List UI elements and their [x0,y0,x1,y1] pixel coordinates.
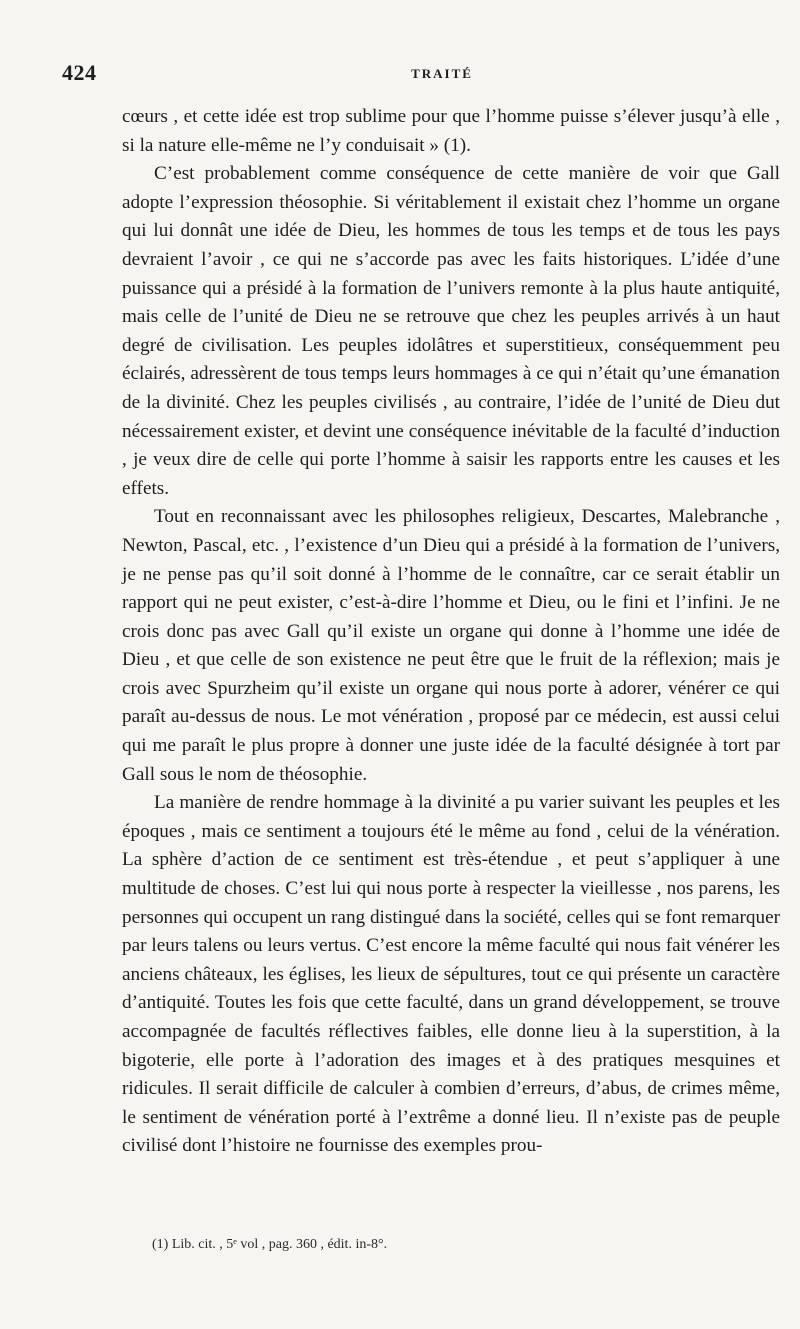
body-text [122,103,780,1161]
footnote: (1) Lib. cit. , 5ᵉ vol , pag. 360 , édit. in-8°. [152,1237,388,1252]
page-header [62,60,712,90]
running-title: TRAITÉ [411,66,473,81]
paragraph: La manière de rendre hommage à la divinité a pu varier suivant les peuples et les époques , mais ce sentiment a toujours été le même au fond , celui de la vénération. La sphère d’action de ce sentiment est très-étendue , et peut s’appliquer à une multitude de choses. C’est lui qui nous porte à respecter la vieillesse , nos parens, les personnes qui occupent un rang distingué dans la société, celles qui se font remarquer par leurs talens ou leurs vertus. C’est encore la même faculté qui nous fait vénérer les anciens châteaux, les églises, les lieux de sépultures, tout ce qui présente un caractère d’antiquité. Toutes les fois que cette faculté, dans un grand développement, se trouve accompagnée de facultés réflectives faibles, elle donne lieu à la superstition, à la bigoterie, elle porte à l’adoration des images et à des pratiques mesquines et ridicules. Il serait difficile de calculer à combien d’erreurs, d’abus, de crimes même, le sentiment de vénération porté à l’extrême a donné lieu. Il n’existe pas de peuple civilisé dont l’histoire ne fournisse des exemples prou- [122,792,780,1157]
page-number: 424 [62,60,97,85]
paragraph: Tout en reconnaissant avec les philosophes religieux, Descartes, Malebranche , Newton, Pascal, etc. , l’existence d’un Dieu qui a présidé à la formation de l’univers, je ne pense pas qu’il soit donné à l’homme de le connaître, car ce serait établir un rapport qui ne peut exister, c’est-à-dire l’homme et Dieu, ou le fini et l’infini. Je ne crois donc pas avec Gall qu’il existe un organe qui donne à l’homme une idée de Dieu , et que celle de son existence ne peut être que le fruit de la réflexion; mais je crois avec Spurzheim qu’il existe un organe qui nous porte à adorer, vénérer ce qui paraît au-dessus de nous. Le mot vénération , proposé par ce médecin, est aussi celui qui me paraît le plus propre à donner une juste idée de la faculté désignée à tort par Gall sous le nom de théosophie. [122,506,780,785]
paragraph: C’est probablement comme conséquence de cette manière de voir que Gall adopte l’expression théosophie. Si véritablement il existait chez l’homme un organe qui lui donnât une idée de Dieu, les hommes de tous les temps et de tous les pays devraient l’avoir , ce qui ne s’accorde pas avec les faits historiques. L’idée d’une puissance qui a présidé à la formation de l’univers remonte à la plus haute antiquité, mais celle de l’unité de Dieu ne se retrouve que chez les peuples arrivés à un haut degré de civilisation. Les peuples idolâtres et superstitieux, conséquemment peu éclairés, adressèrent de tous temps leurs hommages à ce qui n’était qu’une émanation de la divinité. Chez les peuples civilisés , au contraire, l’idée de l’unité de Dieu dut nécessairement exister, et devint une conséquence inévitable de la faculté d’induction , je veux dire de celle qui porte l’homme à saisir les rapports entre les causes et les effets. [122,163,780,499]
paragraph-continued: cœurs , et cette idée est trop sublime pour que l’homme puisse s’élever jusqu’à elle , si la nature elle-même ne l’y conduisait » (1). [122,106,780,156]
